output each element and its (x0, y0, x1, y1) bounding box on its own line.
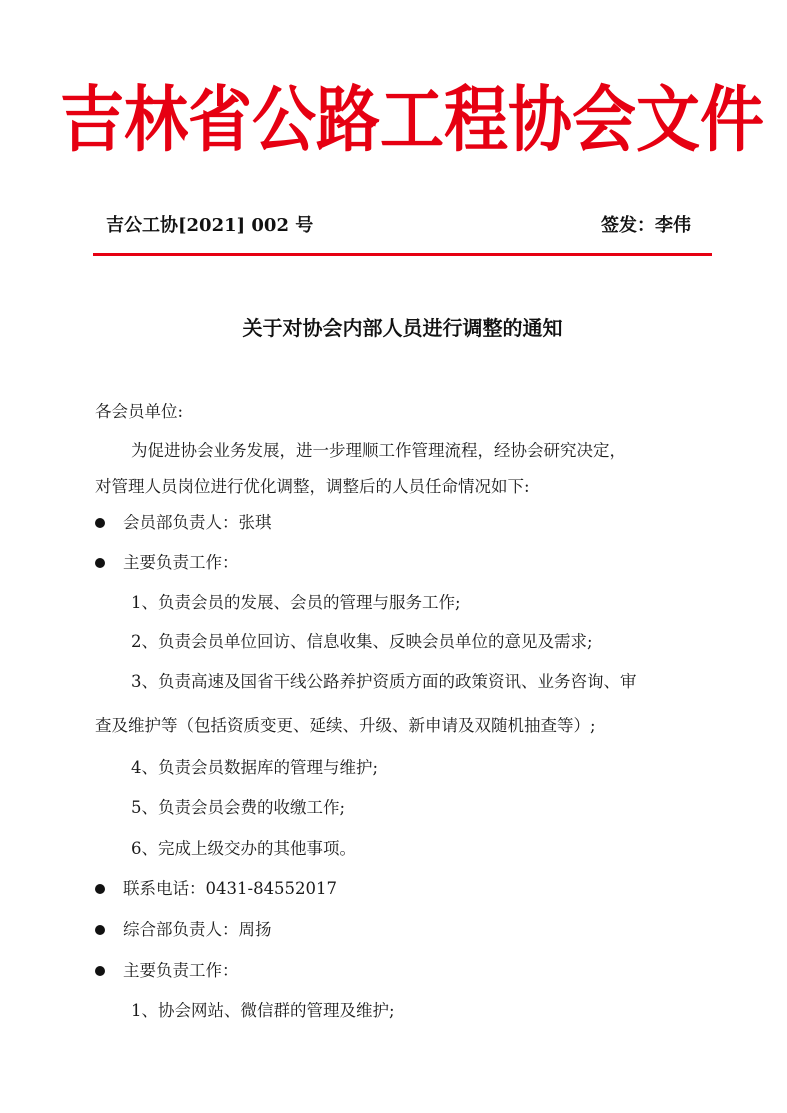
member-duty-3: 3、负责高速及国省干线公路养护资质方面的政策资讯、业务咨询、审 (131, 672, 637, 691)
intro-line-1: 为促进协会业务发展，进一步理顺工作管理流程，经协会研究决定， (131, 441, 626, 460)
member-dept-head: 会员部负责人：张琪 (123, 513, 272, 532)
member-duty-6: 6、完成上级交办的其他事项。 (131, 839, 356, 858)
notice-title: 关于对协会内部人员进行调整的通知 (242, 316, 563, 340)
bullet-icon (95, 558, 105, 568)
member-duty-2: 2、负责会员单位回访、信息收集、反映会员单位的意见及需求; (131, 632, 593, 651)
bullet-icon (95, 966, 105, 976)
list-item (95, 550, 239, 576)
bullet-icon (95, 884, 105, 894)
red-divider (93, 253, 712, 256)
bullet-icon (95, 925, 105, 935)
list-item (95, 958, 239, 984)
member-duty-1: 1、负责会员的发展、会员的管理与服务工作; (131, 593, 461, 612)
general-dept-head: 综合部负责人：周扬 (123, 920, 272, 939)
list-item (95, 876, 337, 902)
list-item (95, 917, 272, 943)
list-item (95, 510, 272, 536)
member-duties-heading: 主要负责工作： (123, 553, 239, 572)
member-duty-4: 4、负责会员数据库的管理与维护; (131, 758, 379, 777)
member-duty-3-cont: 查及维护等（包括资质变更、延续、升级、新申请及双随机抽查等）; (95, 716, 596, 735)
masthead-title: 吉林省公路工程协会文件 (60, 78, 764, 163)
general-duty-1: 1、协会网站、微信群的管理及维护; (131, 1001, 395, 1020)
member-duty-5: 5、负责会员会费的收缴工作; (131, 798, 346, 817)
bullet-icon (95, 518, 105, 528)
document-number: 吉公工协[2021] 002 号 (106, 215, 314, 236)
intro-line-2: 对管理人员岗位进行优化调整，调整后的人员任命情况如下: (95, 477, 530, 496)
signer: 签发：李伟 (601, 215, 691, 236)
general-duties-heading: 主要负责工作： (123, 961, 239, 980)
salutation: 各会员单位: (95, 402, 184, 421)
member-phone: 联系电话：0431-84552017 (123, 879, 338, 898)
